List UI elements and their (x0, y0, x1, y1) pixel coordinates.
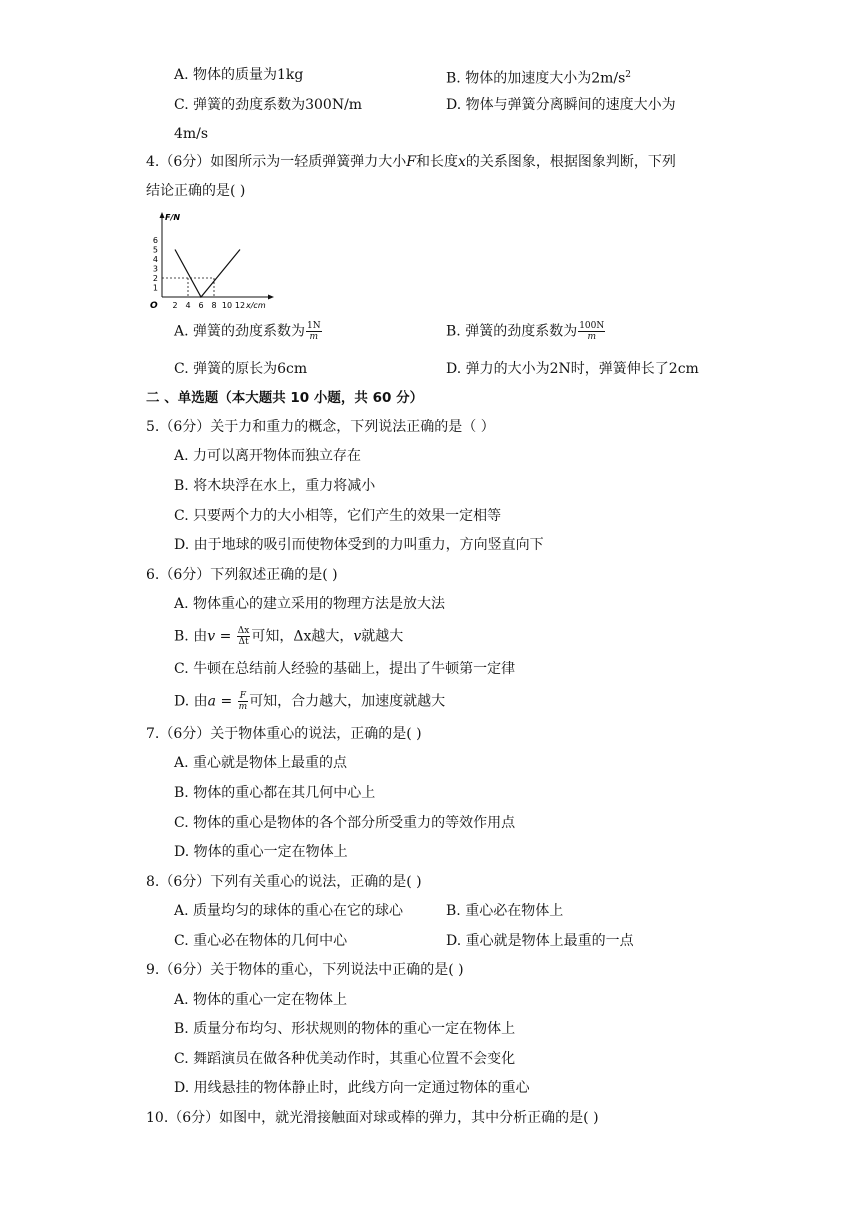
origin-label: O (150, 301, 158, 311)
y-tick-label: 5 (152, 245, 158, 255)
q5-option-a: A. 力可以离开物体而独立存在 (174, 448, 362, 464)
force-length-line (175, 250, 240, 298)
x-tick-label: 2 (172, 301, 178, 310)
y-tick-label: 3 (152, 264, 158, 274)
q3-option-b: B. 物体的加速度大小为$2m/s^2$ (446, 70, 632, 87)
q9-stem: 9.（6分）关于物体的重心，下列说法中正确的是( ) (146, 962, 464, 978)
q3-option-d-cont: 4m/s (174, 126, 209, 142)
q6-stem: 6.（6分）下列叙述正确的是( ) (146, 567, 338, 583)
q8-option-a: A. 质量均匀的球体的重心在它的球心 (174, 903, 404, 919)
x-axis-label: x/cm (246, 301, 266, 310)
y-tick-label: 2 (152, 274, 158, 283)
y-axis-arrow (160, 212, 165, 218)
q8-option-b: B. 重心必在物体上 (446, 903, 564, 919)
x-tick-label: 6 (198, 301, 204, 310)
q3-option-c: C. 弹簧的劲度系数为300N/m (174, 97, 363, 113)
q5-stem: 5.（6分）关于力和重力的概念，下列说法正确的是（ ） (146, 419, 495, 435)
y-tick-label: 4 (152, 255, 158, 264)
y-tick-label: 1 (152, 283, 158, 293)
q7-option-c: C. 物体的重心是物体的各个部分所受重力的等效作用点 (174, 815, 516, 831)
q7-option-d: D. 物体的重心一定在物体上 (174, 844, 348, 860)
q4-option-d: D. 弹力的大小为2N时，弹簧伸长了2cm (446, 361, 699, 377)
q5-option-c: C. 只要两个力的大小相等，它们产生的效果一定相等 (174, 508, 502, 524)
q4-option-a: A. 弹簧的劲度系数为 $\frac{1N}{m}$ (174, 321, 321, 342)
q9-option-a: A. 物体的重心一定在物体上 (174, 992, 348, 1008)
q8-option-c: C. 重心必在物体的几何中心 (174, 933, 348, 949)
x-tick-label: 4 (185, 301, 191, 310)
x-axis-arrow (268, 295, 274, 300)
q6-option-c: C. 牛顿在总结前人经验的基础上，提出了牛顿第一定律 (174, 661, 516, 677)
q3-option-a: A. 物体的质量为1kg (174, 67, 304, 83)
spring-force-graph (140, 210, 280, 315)
q3-option-d: D. 物体与弹簧分离瞬间的速度大小为 (446, 97, 676, 113)
q8-option-d: D. 重心就是物体上最重的一点 (446, 933, 634, 949)
x-tick-label: 8 (211, 301, 217, 310)
x-tick-label: 12 (234, 301, 246, 310)
q6-option-d: D. 由a = $\frac{F}{m}$ 可知，合力越大，加速度就越大 (174, 691, 446, 712)
q8-stem: 8.（6分）下列有关重心的说法，正确的是( ) (146, 874, 422, 890)
q9-option-b: B. 质量分布均匀、形状规则的物体的重心一定在物体上 (174, 1021, 516, 1037)
y-tick-label: 6 (152, 236, 158, 245)
q7-option-b: B. 物体的重心都在其几何中心上 (174, 785, 376, 801)
q9-option-c: C. 舞蹈演员在做各种优美动作时，其重心位置不会变化 (174, 1051, 516, 1067)
y-axis-label: F/N (165, 213, 181, 222)
q4-stem-cont: 结论正确的是( ) (146, 183, 246, 199)
q7-stem: 7.（6分）关于物体重心的说法，正确的是( ) (146, 726, 422, 742)
q5-option-d: D. 由于地球的吸引而使物体受到的力叫重力，方向竖直向下 (174, 537, 544, 553)
q4-option-b: B. 弹簧的劲度系数为 $\frac{100N}{m}$ (446, 321, 605, 342)
q6-option-b: B. 由v = $\frac{\Delta x}{\Delta t}$ 可知，Δx越大，v就越大 (174, 626, 404, 647)
q7-option-a: A. 重心就是物体上最重的点 (174, 755, 348, 771)
q10-stem: 10.（6分）如图中，就光滑接触面对球或棒的弹力，其中分析正确的是( ) (146, 1110, 599, 1126)
section-title: 二 、单选题（本大题共 10 小题，共 60 分） (146, 390, 424, 406)
q5-option-b: B. 将木块浮在水上，重力将减小 (174, 478, 376, 494)
q4-stem: 4.（6分）如图所示为一轻质弹簧弹力大小F和长度x的关系图象，根据图象判断，下列 (146, 154, 676, 170)
x-tick-label: 10 (221, 301, 233, 310)
q9-option-d: D. 用线悬挂的物体静止时，此线方向一定通过物体的重心 (174, 1080, 530, 1096)
q4-option-c: C. 弹簧的原长为6cm (174, 361, 308, 377)
q6-option-a: A. 物体重心的建立采用的物理方法是放大法 (174, 596, 446, 612)
